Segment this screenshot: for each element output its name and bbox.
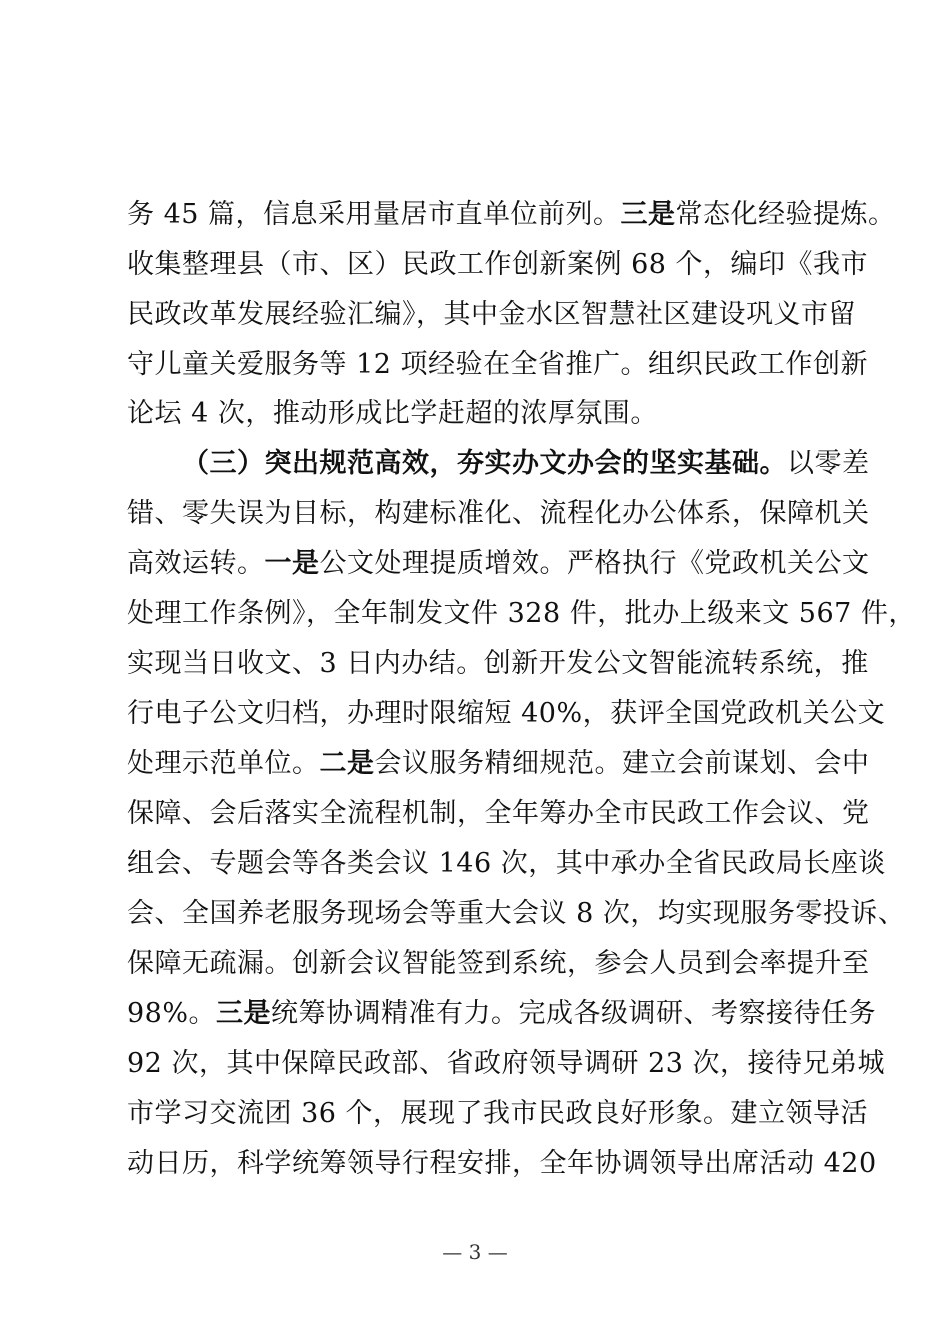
text-line-4: 守儿童关爱服务等 12 项经验在全省推广。组织民政工作创新 [127,349,869,380]
text-line-10: 实现当日收文、3 日内办结。创新开发公文智能流转系统，推 [127,648,869,679]
text-line-18: 92 次，其中保障民政部、省政府领导调研 23 次，接待兄弟城 [127,1048,885,1079]
text-line-9: 处理工作条例》，全年制发文件 328 件，批办上级来文 567 件， [127,598,916,629]
text-line-14: 组会、专题会等各类会议 146 次，其中承办全省民政局长座谈 [127,848,886,879]
text-line-17: 98%。三是统筹协调精准有力。完成各级调研、考察接待任务 [127,998,877,1029]
text-line-15: 会、全国养老服务现场会等重大会议 8 次，均实现服务零投诉、 [127,898,906,929]
text-line-1: 务 45 篇，信息采用量居市直单位前列。三是常态化经验提炼。 [127,199,896,230]
text-line-3: 民政改革发展经验汇编》，其中金水区智慧社区建设巩义市留 [127,299,856,330]
text-line-19: 市学习交流团 36 个，展现了我市民政良好形象。建立领导活 [127,1098,869,1129]
text-line-7: 错、零失误为目标，构建标准化、流程化办公体系，保障机关 [127,498,870,529]
text-line-20: 动日历，科学统筹领导行程安排，全年协调领导出席活动 420 [127,1148,877,1179]
text-line-12: 处理示范单位。二是会议服务精细规范。建立会前谋划、会中 [127,748,870,779]
text-line-8: 高效运转。一是公文处理提质增效。严格执行《党政机关公文 [127,548,870,579]
text-line-5: 论坛 4 次，推动形成比学赶超的浓厚氛围。 [127,398,658,429]
section-heading-line: （三）突出规范高效，夯实办文办会的坚实基础。以零差 [182,448,870,479]
page-number: — 3 — [442,1240,508,1264]
text-line-11: 行电子公文归档，办理时限缩短 40%，获评全国党政机关公文 [127,698,886,729]
text-line-13: 保障、会后落实全流程机制，全年筹办全市民政工作会议、党 [127,798,870,829]
section-heading: （三）突出规范高效，夯实办文办会的坚实基础。 [182,448,787,479]
text-line-2: 收集整理县（市、区）民政工作创新案例 68 个，编印《我市 [127,249,869,280]
text-line-16: 保障无疏漏。创新会议智能签到系统，参会人员到会率提升至 [127,948,870,979]
